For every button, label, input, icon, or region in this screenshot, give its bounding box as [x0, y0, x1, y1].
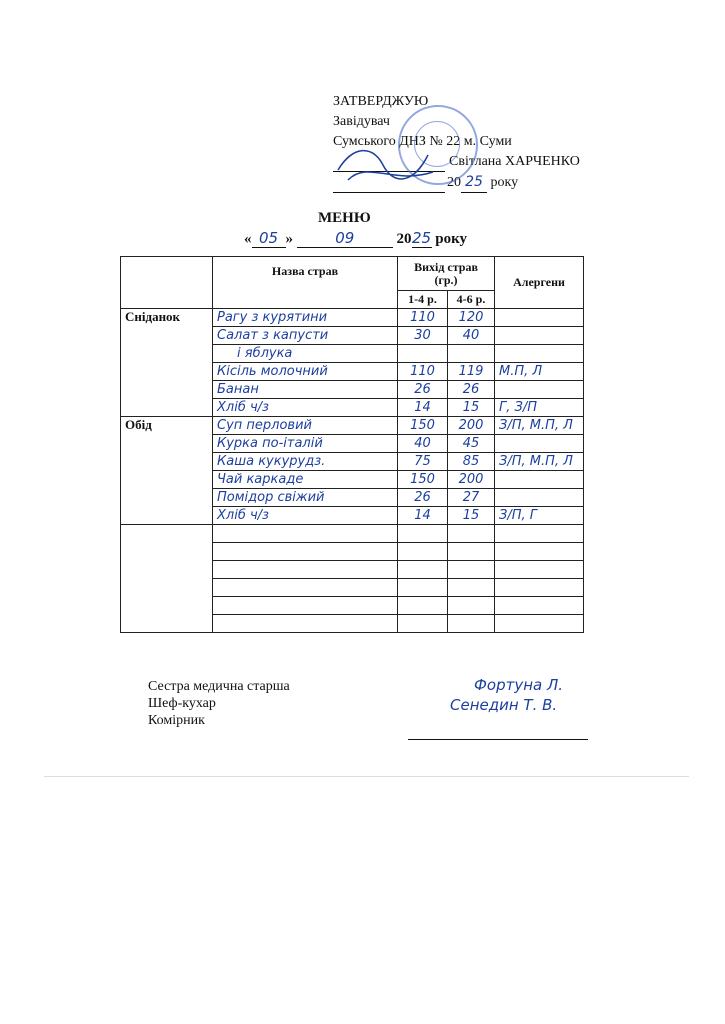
amount-4-6: 85 — [448, 453, 495, 471]
amount-1-4 — [398, 345, 448, 363]
amount-1-4: 14 — [398, 399, 448, 417]
menu-date: « 05 » 09 2025 року — [244, 229, 468, 247]
table-row — [121, 417, 584, 435]
amount-1-4: 75 — [398, 453, 448, 471]
allergen-cell: З/П, Г — [495, 507, 584, 525]
storekeeper-signature-line — [408, 739, 588, 740]
dish-name: Банан — [213, 381, 398, 399]
approval-heading: ЗАТВЕРДЖУЮ — [333, 94, 429, 109]
allergen-cell: Г, З/П — [495, 399, 584, 417]
dish-name: Хліб ч/з — [213, 507, 398, 525]
amount-1-4: 40 — [398, 435, 448, 453]
amount-4-6: 15 — [448, 399, 495, 417]
allergen-cell: З/П, М.П, Л — [495, 417, 584, 435]
menu-year-suffix: 25 — [411, 229, 432, 247]
section-breakfast: Сніданок — [121, 309, 213, 417]
approval-institution: Сумського ДНЗ № 22 м. Суми — [333, 134, 512, 149]
allergen-cell — [495, 309, 584, 327]
allergen-cell — [495, 327, 584, 345]
staff-block — [148, 678, 290, 729]
dish-name: Каша кукурудз. — [213, 453, 398, 471]
amount-4-6: 40 — [448, 327, 495, 345]
header-section — [121, 257, 213, 309]
amount-4-6: 200 — [448, 471, 495, 489]
allergen-cell — [495, 471, 584, 489]
approval-year-suffix: 25 — [461, 172, 487, 193]
dish-name: Помідор свіжий — [213, 489, 398, 507]
dish-name: Кісіль молочний — [213, 363, 398, 381]
amount-4-6: 26 — [448, 381, 495, 399]
allergen-cell — [495, 435, 584, 453]
menu-day: 05 — [252, 229, 286, 248]
nurse-signature: Фортуна Л. — [474, 676, 564, 694]
menu-year-prefix: 20 — [396, 231, 412, 247]
staff-signatures — [394, 676, 563, 716]
approval-year-prefix: 20 — [447, 175, 461, 190]
table-row — [121, 309, 584, 327]
header-dish-name: Назва страв — [213, 257, 398, 309]
amount-4-6: 15 — [448, 507, 495, 525]
amount-1-4: 150 — [398, 417, 448, 435]
allergen-cell — [495, 489, 584, 507]
amount-1-4: 14 — [398, 507, 448, 525]
amount-4-6: 119 — [448, 363, 495, 381]
menu-month: 09 — [297, 229, 393, 248]
amount-4-6: 200 — [448, 417, 495, 435]
page-divider — [44, 776, 689, 777]
amount-4-6: 120 — [448, 309, 495, 327]
empty-row — [121, 525, 584, 543]
amount-1-4: 150 — [398, 471, 448, 489]
amount-1-4: 110 — [398, 309, 448, 327]
amount-1-4: 26 — [398, 489, 448, 507]
header-age-4-6: 4-6 р. — [448, 291, 495, 309]
menu-year-word: року — [435, 231, 468, 247]
menu-table — [120, 256, 584, 633]
amount-1-4: 26 — [398, 381, 448, 399]
dish-name: Хліб ч/з — [213, 399, 398, 417]
amount-4-6 — [448, 345, 495, 363]
allergen-cell — [495, 381, 584, 399]
amount-4-6: 27 — [448, 489, 495, 507]
dish-name: Рагу з курятини — [213, 309, 398, 327]
dish-name: і яблука — [213, 345, 398, 363]
allergen-cell: М.П, Л — [495, 363, 584, 381]
header-output: Вихід страв (гр.) — [398, 257, 495, 291]
dish-name: Салат з капусти — [213, 327, 398, 345]
amount-1-4: 110 — [398, 363, 448, 381]
allergen-cell: З/П, М.П, Л — [495, 453, 584, 471]
allergen-cell — [495, 345, 584, 363]
storekeeper-label: Комірник — [148, 713, 205, 728]
dish-name: Суп перловий — [213, 417, 398, 435]
amount-1-4: 30 — [398, 327, 448, 345]
header-age-1-4: 1-4 р. — [398, 291, 448, 309]
amount-4-6: 45 — [448, 435, 495, 453]
approval-position: Завідувач — [333, 114, 390, 129]
menu-title: МЕНЮ — [318, 210, 371, 226]
nurse-label: Сестра медична старша — [148, 679, 290, 694]
section-lunch: Обід — [121, 417, 213, 525]
chef-signature: Сенедин Т. В. — [450, 696, 558, 714]
approval-year-word: року — [490, 175, 519, 190]
director-signature-scribble — [333, 140, 443, 190]
header-allergens: Алергени — [495, 257, 584, 309]
section-empty — [121, 525, 213, 633]
approval-signatory: Світлана ХАРЧЕНКО — [449, 154, 580, 169]
dish-name: Курка по-італій — [213, 435, 398, 453]
chef-label: Шеф-кухар — [148, 696, 216, 711]
dish-name: Чай каркаде — [213, 471, 398, 489]
